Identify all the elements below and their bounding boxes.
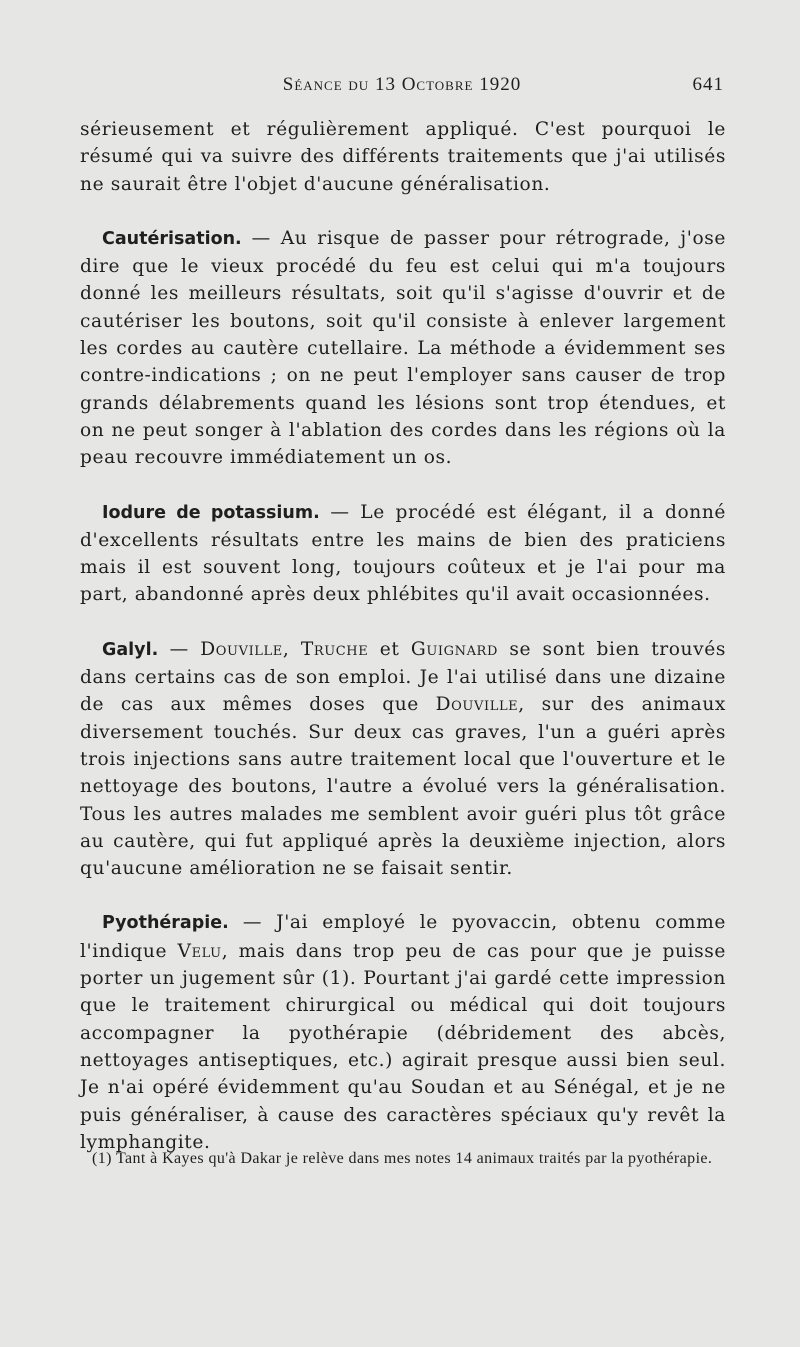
iodure-text: Le procédé est élégant, il a donné d'excellents résultats entre les mains de bien des praticiens mais il est souvent long, toujours coûteux et je l'ai pour ma part, abandonné après deux phlébites qu'il avait occasionnées. xyxy=(80,501,726,606)
author-name: Truche xyxy=(300,638,369,660)
author-name: Douville xyxy=(200,638,283,660)
intro-paragraph: sérieusement et régulièrement appliqué. C'est pourquoi le résumé qui va suivre des différents traitements que j'ai utilisés ne saurait être l'objet d'aucune généralisation. xyxy=(80,119,726,195)
author-name: Velu xyxy=(177,940,222,962)
running-title: Séance du 13 Octobre 1920 xyxy=(282,74,522,95)
iodure-paragraph xyxy=(80,499,726,609)
separator: , xyxy=(282,638,301,660)
footnote: (1) Tant à Kayes qu'à Dakar je relève dans mes notes 14 animaux traités par la pyothérapie. xyxy=(92,1150,713,1167)
galyl-paragraph xyxy=(80,636,726,883)
cauterisation-title: Cautérisation. xyxy=(102,228,242,249)
pyotherapie-title: Pyothérapie. xyxy=(102,913,229,934)
section-dash: — xyxy=(228,912,277,934)
body-text xyxy=(80,116,726,1156)
cauterisation-paragraph xyxy=(80,225,726,472)
separator: et xyxy=(368,638,411,660)
iodure-title: Iodure de potassium. xyxy=(102,502,320,523)
pyotherapie-text: , mais dans trop peu de cas pour que je puisse porter un jugement sûr (1). Pourtant j'ai gardé cette impression que le traitement chirurgical ou médical qui doit toujours accompagner la pyothérapie (débridement des abcès, nettoyages antiseptiques, etc.) agirait presque aussi bien seul. Je n'ai opéré évidemment qu'au Soudan et au Sénégal, et je ne puis généraliser, à cause des caractères spéciaux qu'y revêt la lymphangite. xyxy=(80,940,727,1153)
section-dash: — xyxy=(158,638,201,660)
author-name: Douville xyxy=(435,694,519,716)
pyotherapie-paragraph xyxy=(80,909,726,1156)
section-dash: — xyxy=(319,501,361,523)
pyotherapie-text: J'ai employé le pyovaccin, obtenu comme l'indique xyxy=(80,912,727,962)
page-header xyxy=(80,74,724,98)
author-name: Guignard xyxy=(410,638,498,660)
galyl-title: Galyl. xyxy=(102,639,159,660)
section-dash: — xyxy=(241,227,281,249)
page-number: 641 xyxy=(692,74,724,95)
cauterisation-text: Au risque de passer pour rétrograde, j'ose dire que le vieux procédé du feu est celui qui m'a toujours donné les meilleurs résultats, soit qu'il s'agisse d'ouvrir et de cautériser les boutons, soit qu'il consiste à enlever largement les cordes au cautère cutellaire. La méthode a évidemment ses contre-indications ; on ne peut l'employer sans causer de trop grands délabrements quand les lésions sont trop étendues, et on ne peut songer à l'ablation des cordes dans les régions où la peau recouvre immédiatement un os. xyxy=(80,227,726,469)
galyl-text: se sont bien trouvés dans certains cas de son emploi. Je l'ai utilisé dans une dizaine de cas aux mêmes doses que xyxy=(80,638,726,716)
galyl-text: , sur des animaux diversement touchés. Sur deux cas graves, l'un a guéri après trois injections sans autre traitement local que l'ouverture et le nettoyage des boutons, l'autre a évolué vers la généralisation. Tous les autres malades me semblent avoir guéri plus tôt grâce au cautère, qui fut appliqué après la deuxième injection, alors qu'aucune amélioration ne se faisait sentir. xyxy=(80,694,726,880)
